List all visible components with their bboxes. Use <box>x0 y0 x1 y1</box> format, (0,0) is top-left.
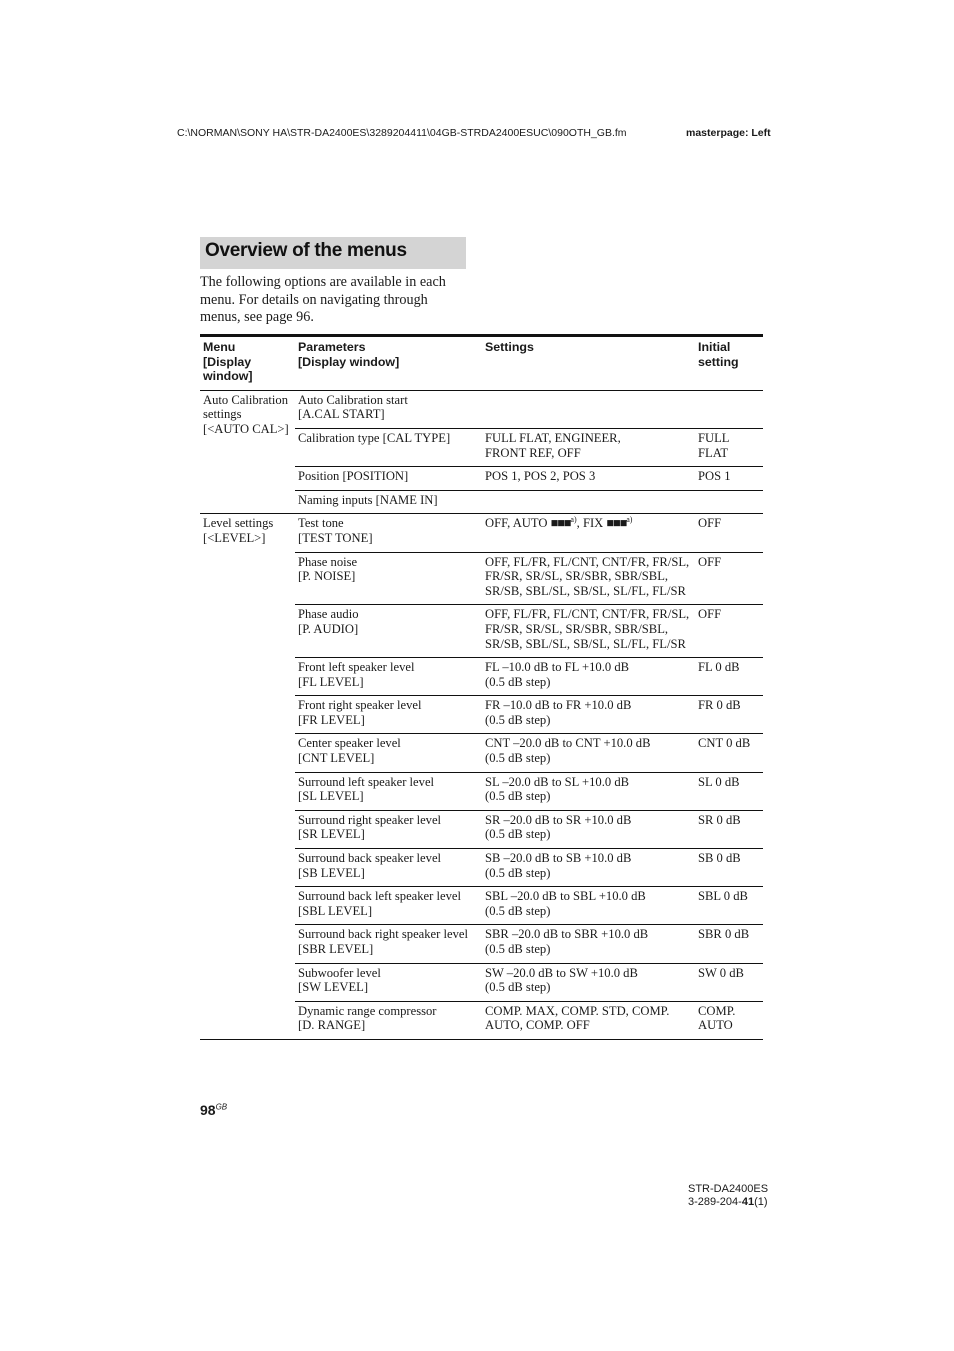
initial-setting-cell: FL 0 dB <box>695 658 763 696</box>
parameter-cell: Surround left speaker level [SL LEVEL] <box>295 772 482 810</box>
settings-cell: OFF, FL/FR, FL/CNT, CNT/FR, FR/SL, FR/SR, SR/SL, SR/SBR, SBR/SBL, SR/SB, SBL/SL, SB/SL, SL/FL, FL/SR <box>482 552 695 605</box>
initial-setting-cell: OFF <box>695 514 763 552</box>
settings-cell: SL –20.0 dB to SL +10.0 dB (0.5 dB step) <box>482 772 695 810</box>
parameter-cell: Center speaker level [CNT LEVEL] <box>295 734 482 772</box>
column-header-settings: Settings <box>482 336 695 391</box>
intro-line: menus, see page 96. <box>200 309 314 326</box>
settings-cell: SR –20.0 dB to SR +10.0 dB (0.5 dB step) <box>482 810 695 848</box>
settings-cell: CNT –20.0 dB to CNT +10.0 dB (0.5 dB step) <box>482 734 695 772</box>
initial-setting-cell: FULL FLAT <box>695 428 763 466</box>
settings-cell: SB –20.0 dB to SB +10.0 dB (0.5 dB step) <box>482 849 695 887</box>
initial-setting-cell: SBR 0 dB <box>695 925 763 963</box>
initial-setting-cell <box>695 490 763 514</box>
parameter-cell: Front right speaker level [FR LEVEL] <box>295 696 482 734</box>
parameter-cell: Calibration type [CAL TYPE] <box>295 428 482 466</box>
parameter-cell: Surround back left speaker level [SBL LEVEL] <box>295 887 482 925</box>
settings-cell: COMP. MAX, COMP. STD, COMP. AUTO, COMP. OFF <box>482 1001 695 1039</box>
column-header-menu: Menu [Display window] <box>200 336 295 391</box>
footer-model-info <box>688 1183 768 1208</box>
intro-paragraph <box>200 274 462 327</box>
initial-setting-cell: SR 0 dB <box>695 810 763 848</box>
settings-cell: SW –20.0 dB to SW +10.0 dB (0.5 dB step) <box>482 963 695 1001</box>
settings-cell: OFF, FL/FR, FL/CNT, CNT/FR, FR/SL, FR/SR, SR/SL, SR/SBR, SBR/SBL, SR/SB, SBL/SL, SB/SL, SL/FL, FL/SR <box>482 605 695 658</box>
menus-table <box>200 334 763 1040</box>
initial-setting-cell: SW 0 dB <box>695 963 763 1001</box>
settings-cell: OFF, AUTO ■■■$^{a)}$, FIX ■■■$^{a)}$ <box>482 514 695 552</box>
column-header-initial-setting: Initial setting <box>695 336 763 391</box>
menu-cell: Level settings [<LEVEL>] <box>200 514 295 1040</box>
parameter-cell: Front left speaker level [FL LEVEL] <box>295 658 482 696</box>
footer-model: STR-DA2400ES <box>688 1183 769 1195</box>
file-path-header: C:\NORMAN\SONY HA\STR-DA2400ES\3289204411\04GB-STRDA2400ESUC\090OTH_GB.fm <box>177 127 627 139</box>
initial-setting-cell: OFF <box>695 552 763 605</box>
intro-line: The following options are available in each <box>200 274 446 290</box>
parameter-cell: Phase noise [P. NOISE] <box>295 552 482 605</box>
masterpage-label: masterpage: Left <box>686 127 771 139</box>
parameter-cell: Dynamic range compressor [D. RANGE] <box>295 1001 482 1039</box>
settings-cell: SBL –20.0 dB to SBL +10.0 dB (0.5 dB step) <box>482 887 695 925</box>
parameter-cell: Surround right speaker level [SR LEVEL] <box>295 810 482 848</box>
intro-line: menu. For details on navigating through <box>200 291 428 308</box>
settings-cell: FULL FLAT, ENGINEER, FRONT REF, OFF <box>482 428 695 466</box>
initial-setting-cell: SL 0 dB <box>695 772 763 810</box>
footer-code: 3-289-204-41(1) <box>688 1195 768 1208</box>
settings-cell: POS 1, POS 2, POS 3 <box>482 467 695 491</box>
initial-setting-cell: COMP. AUTO <box>695 1001 763 1039</box>
menu-cell: Auto Calibration settings [<AUTO CAL>] <box>200 390 295 514</box>
settings-cell <box>482 390 695 428</box>
table-row <box>200 514 763 552</box>
parameter-cell: Phase audio [P. AUDIO] <box>295 605 482 658</box>
table-body <box>200 390 763 1039</box>
initial-setting-cell: SB 0 dB <box>695 849 763 887</box>
initial-setting-cell: OFF <box>695 605 763 658</box>
page-number: $98^{GB}$ <box>200 1102 228 1118</box>
parameter-cell: Surround back right speaker level [SBR LEVEL] <box>295 925 482 963</box>
column-header-parameters: Parameters [Display window] <box>295 336 482 391</box>
initial-setting-cell: FR 0 dB <box>695 696 763 734</box>
initial-setting-cell: SBL 0 dB <box>695 887 763 925</box>
table-row <box>200 390 763 428</box>
settings-cell <box>482 490 695 514</box>
settings-cell: SBR –20.0 dB to SBR +10.0 dB (0.5 dB step) <box>482 925 695 963</box>
initial-setting-cell: CNT 0 dB <box>695 734 763 772</box>
initial-setting-cell <box>695 390 763 428</box>
initial-setting-cell: POS 1 <box>695 467 763 491</box>
parameter-cell: Position [POSITION] <box>295 467 482 491</box>
parameter-cell: Naming inputs [NAME IN] <box>295 490 482 514</box>
parameter-cell: Subwoofer level [SW LEVEL] <box>295 963 482 1001</box>
section-title: Overview of the menus <box>200 237 466 269</box>
settings-cell: FR –10.0 dB to FR +10.0 dB (0.5 dB step) <box>482 696 695 734</box>
table-header-row <box>200 336 763 391</box>
parameter-cell: Surround back speaker level [SB LEVEL] <box>295 849 482 887</box>
parameter-cell: Test tone [TEST TONE] <box>295 514 482 552</box>
settings-cell: FL –10.0 dB to FL +10.0 dB (0.5 dB step) <box>482 658 695 696</box>
parameter-cell: Auto Calibration start [A.CAL START] <box>295 390 482 428</box>
